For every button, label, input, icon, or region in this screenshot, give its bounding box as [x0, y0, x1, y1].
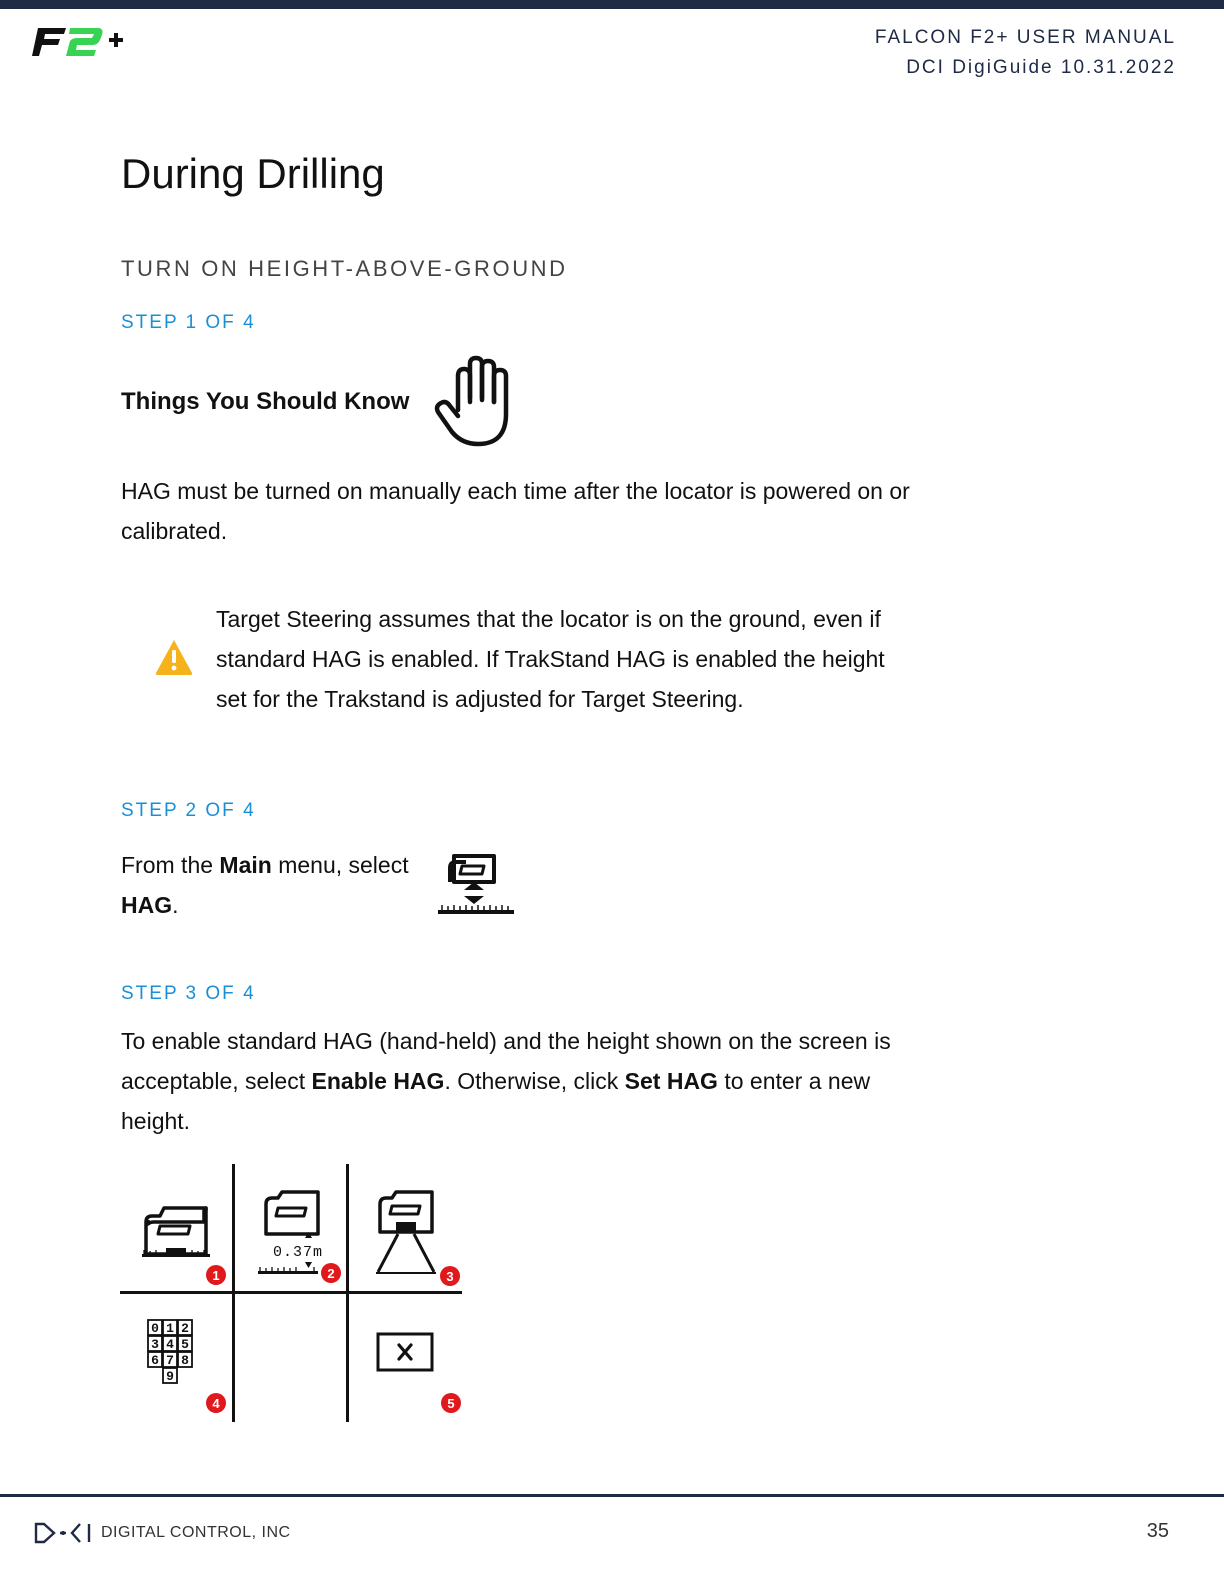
hag-ref: HAG: [121, 892, 173, 918]
warning-icon: [154, 638, 194, 676]
badge-5-label: 5: [447, 1396, 455, 1411]
keypad-key-2: 2: [181, 1321, 189, 1336]
step-3-label: STEP 3 OF 4: [121, 983, 256, 1004]
keypad-key-9: 9: [166, 1369, 174, 1384]
things-you-should-know-heading: Things You Should Know: [121, 388, 410, 415]
enable-hag-option[interactable]: [142, 1208, 210, 1257]
keypad-key-3: 3: [151, 1337, 159, 1352]
keypad-key-7: 7: [166, 1353, 174, 1368]
badge-4-label: 4: [212, 1396, 220, 1411]
warning-text: Target Steering assumes that the locator is on the ground, even if standard HAG is enabled. If TrakStand HAG is enabled the height set for the Trakstand is adjusted for Target Steering.: [216, 606, 885, 712]
step-1-label: STEP 1 OF 4: [121, 312, 256, 333]
set-hag-height-option[interactable]: [258, 1192, 323, 1274]
height-readout: 0.37m: [272, 1244, 324, 1261]
main-menu-ref: Main: [219, 852, 272, 878]
badge-1-label: 1: [212, 1268, 220, 1283]
page-title: During Drilling: [121, 150, 385, 197]
section-title: TURN ON HEIGHT-ABOVE-GROUND: [121, 256, 568, 281]
step-2-label: STEP 2 OF 4: [121, 800, 256, 821]
keypad-entry-option[interactable]: [148, 1320, 192, 1384]
step-1-text: HAG must be turned on manually each time after the locator is powered on or calibrated.: [121, 478, 910, 544]
stop-hand-icon: [432, 354, 518, 450]
footer-company: DIGITAL CONTROL, INC: [101, 1524, 291, 1541]
trakstand-hag-option[interactable]: [376, 1192, 436, 1274]
keypad-key-8: 8: [181, 1353, 189, 1368]
grid-divider-h: [120, 1291, 462, 1294]
keypad-key-0: 0: [151, 1321, 159, 1336]
footer-divider: [0, 1494, 1224, 1497]
badge-2-label: 2: [327, 1266, 335, 1281]
badge-3-label: 3: [446, 1269, 454, 1284]
enable-hag-ref: Enable HAG: [311, 1068, 445, 1094]
keypad-key-1: 1: [166, 1321, 174, 1336]
keypad-key-4: 4: [166, 1337, 174, 1352]
f2-plus-logo: [32, 24, 127, 60]
set-hag-ref: Set HAG: [624, 1068, 718, 1094]
hag-icon: [436, 852, 516, 922]
top-bar: [0, 0, 1224, 9]
hag-menu-grid: [120, 1164, 462, 1422]
page-number: 35: [1146, 1520, 1169, 1542]
exit-option[interactable]: [378, 1334, 432, 1370]
keypad-key-5: 5: [181, 1337, 189, 1352]
manual-title: FALCON F2+ USER MANUAL: [874, 27, 1176, 48]
step-3-text: To enable standard HAG (hand-held) and the height shown on the screen is acceptable, select Enable HAG. Otherwise, click Set HAG to enter a new height.: [121, 1028, 891, 1134]
guide-version: DCI DigiGuide 10.31.2022: [906, 57, 1176, 78]
keypad-key-6: 6: [151, 1353, 159, 1368]
dci-logo: [34, 1522, 92, 1544]
step-2-text: From the Main menu, select HAG.: [121, 852, 409, 918]
